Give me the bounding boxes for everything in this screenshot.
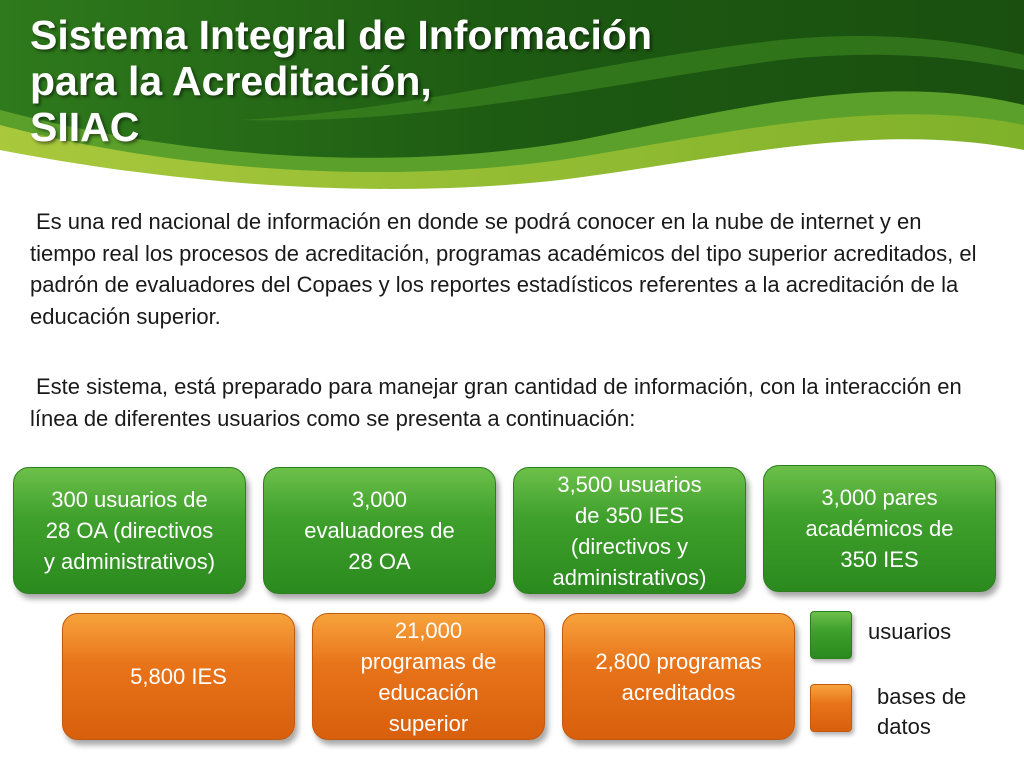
database-box-label: 2,800 programas acreditados <box>595 648 762 705</box>
users-box-ies-staff <box>513 467 746 594</box>
users-box-label: 300 usuarios de 28 OA (directivos y administrativos) <box>43 487 216 574</box>
legend-databases-label: bases de datos <box>877 684 967 739</box>
database-box-accredited-programs <box>562 613 795 740</box>
title-line-3: SIIAC <box>30 104 140 150</box>
database-box-ies <box>62 613 295 740</box>
database-box-label: 21,000 programas de educación superior <box>360 617 497 736</box>
legend-users-swatch <box>810 611 852 659</box>
database-box-label: 5,800 IES <box>130 664 227 689</box>
title-line-1: Sistema Integral de Información <box>30 12 652 58</box>
users-box-label: 3,000 pares académicos de 350 IES <box>805 485 954 572</box>
users-box-label: 3,500 usuarios de 350 IES (directivos y administrativos) <box>552 471 707 590</box>
title-line-2: para la Acreditación, <box>30 58 432 104</box>
legend-users-label: usuarios <box>868 619 952 644</box>
users-box-oa-staff <box>13 467 246 594</box>
legend-databases-swatch <box>810 684 852 732</box>
users-box-evaluators <box>263 467 496 594</box>
users-box-label: 3,000 evaluadores de 28 OA <box>304 487 455 574</box>
intro-paragraph: Es una red nacional de información en donde se podrá conocer en la nube de internet y en tiempo real los procesos de acreditación, programas académicos del tipo superior acreditados, el padrón de evaluadores del Copaes y los reportes estadísticos referentes a la acreditación de la educación superior. <box>30 209 977 329</box>
system-paragraph: Este sistema, está preparado para manejar gran cantidad de información, con la interacción en línea de diferentes usuarios como se presenta a continuación: <box>30 374 962 431</box>
users-box-academic-peers <box>763 465 996 592</box>
database-box-programs <box>312 613 545 740</box>
slide-title <box>30 12 652 150</box>
